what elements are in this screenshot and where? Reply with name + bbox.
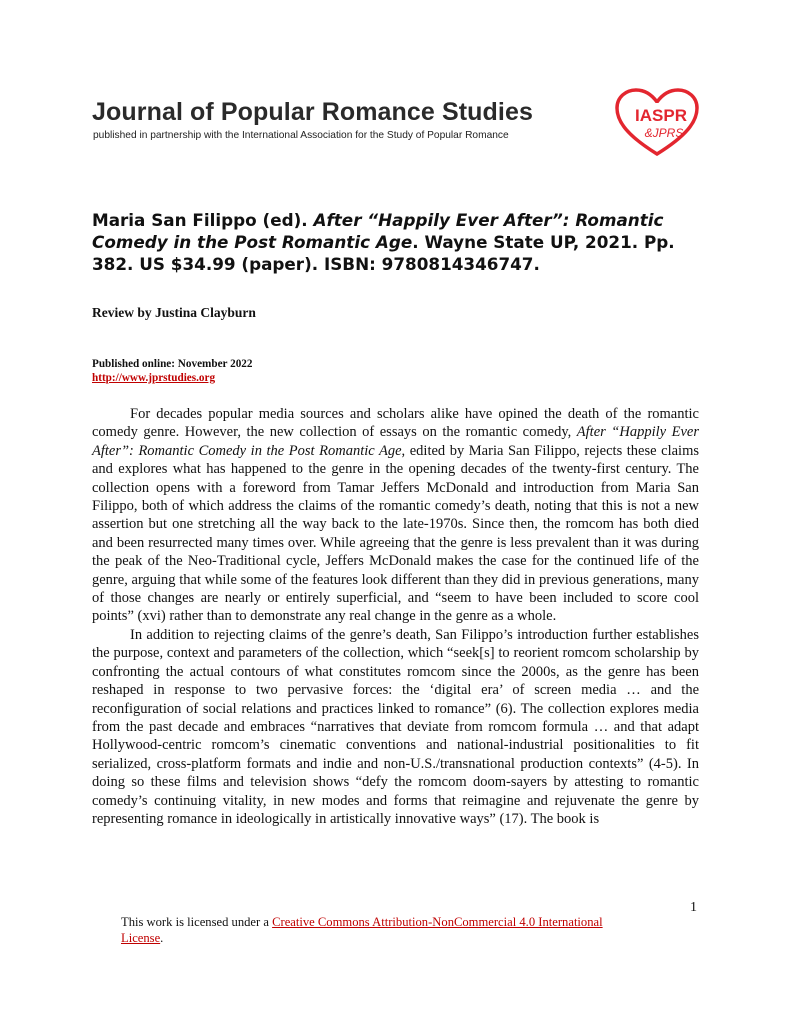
review-body: [92, 405, 699, 828]
license-suffix: .: [160, 931, 164, 945]
journal-subtitle: published in partnership with the International Association for the Study of Popular Romance: [93, 130, 509, 141]
citation-book-title: After “Happily Ever After”: Romantic Comedy in the Post Romantic Age: [92, 210, 664, 252]
reviewer-line: Review by Justina Clayburn: [92, 305, 256, 320]
book-citation: [92, 209, 706, 275]
logo-text-iaspr: IASPR: [635, 106, 687, 125]
license-notice: [121, 914, 621, 946]
page-number: 1: [690, 900, 697, 915]
p1-book-title: After “Happily Ever After”: Romantic Comedy in the Post Romantic Age: [92, 424, 699, 459]
published-date: Published online: November 2022: [92, 358, 253, 370]
paragraph-1: [92, 405, 699, 626]
journal-url-link[interactable]: http://www.jprstudies.org: [92, 372, 216, 384]
iaspr-logo: [614, 88, 700, 158]
citation-author: Maria San Filippo (ed).: [92, 210, 308, 230]
citation-details: . Wayne State UP, 2021. Pp. 382. US $34.99 (paper). ISBN: 9780814346747.: [92, 232, 675, 274]
paragraph-2: In addition to rejecting claims of the genre’s death, San Filippo’s introduction further establishes the purpose, context and parameters of the collection, which “seek[s] to reorient romcom scholarship by confronting the actual contours of what constitutes romcom since the 2000s, as the genre has been reshaped in response to two pervasive forces: the ‘digital era’ of screen media … and the reconfiguration of social relations and practices linked to romance” (6). The collection explores media from the past decade and embraces “narratives that deviate from romcom formula … and that adapt Hollywood-centric romcom’s cinematic conventions and national-industrial positionalities to fit serialized, cross-platform formats and indie and non-U.S./transnational production contexts” (4-5). In doing so these films and television shows “defy the romcom doom-sayers by attesting to romantic comedy’s continuing vitality, in new modes and forms that reimagine and rejuvenate the genre by representing romance in ideologically in artistically innovative ways” (17). The book is: [92, 626, 699, 827]
license-prefix: This work is licensed under a: [121, 915, 273, 929]
p1-text-a: For decades popular media sources and scholars alike have opined the death of the romantic comedy genre. However, the new collection of essays on the romantic comedy,: [92, 406, 699, 441]
license-link[interactable]: Creative Commons Attribution-NonCommercial 4.0 International License: [121, 915, 603, 945]
logo-text-jprs: &JPRS: [644, 126, 684, 140]
journal-title: Journal of Popular Romance Studies: [92, 98, 533, 126]
p1-text-b: , edited by Maria San Filippo, rejects these claims and explores what has happened to the genre in the opening decades of the twenty-first century. The collection opens with a foreword from Tamar Jeffers McDonald and introduction from Maria San Filippo, both of which address the claims of the romantic comedy’s death, noting that this is not a new assertion but one stretching all the way back to the late-1970s. Since then, the romcom has both died and been resurrected many times over. While agreeing that the genre is less prevalent than it was during the peak of the Neo-Traditional cycle, Jeffers McDonald makes the case for the continued life of the genre, arguing that while some of the features look different than they did in previous generations, many of those changes are nearly or entirely superficial, and “seem to have been included to score cool points” (xvi) rather than to demonstrate any real change in the genre as a whole.: [92, 442, 699, 625]
